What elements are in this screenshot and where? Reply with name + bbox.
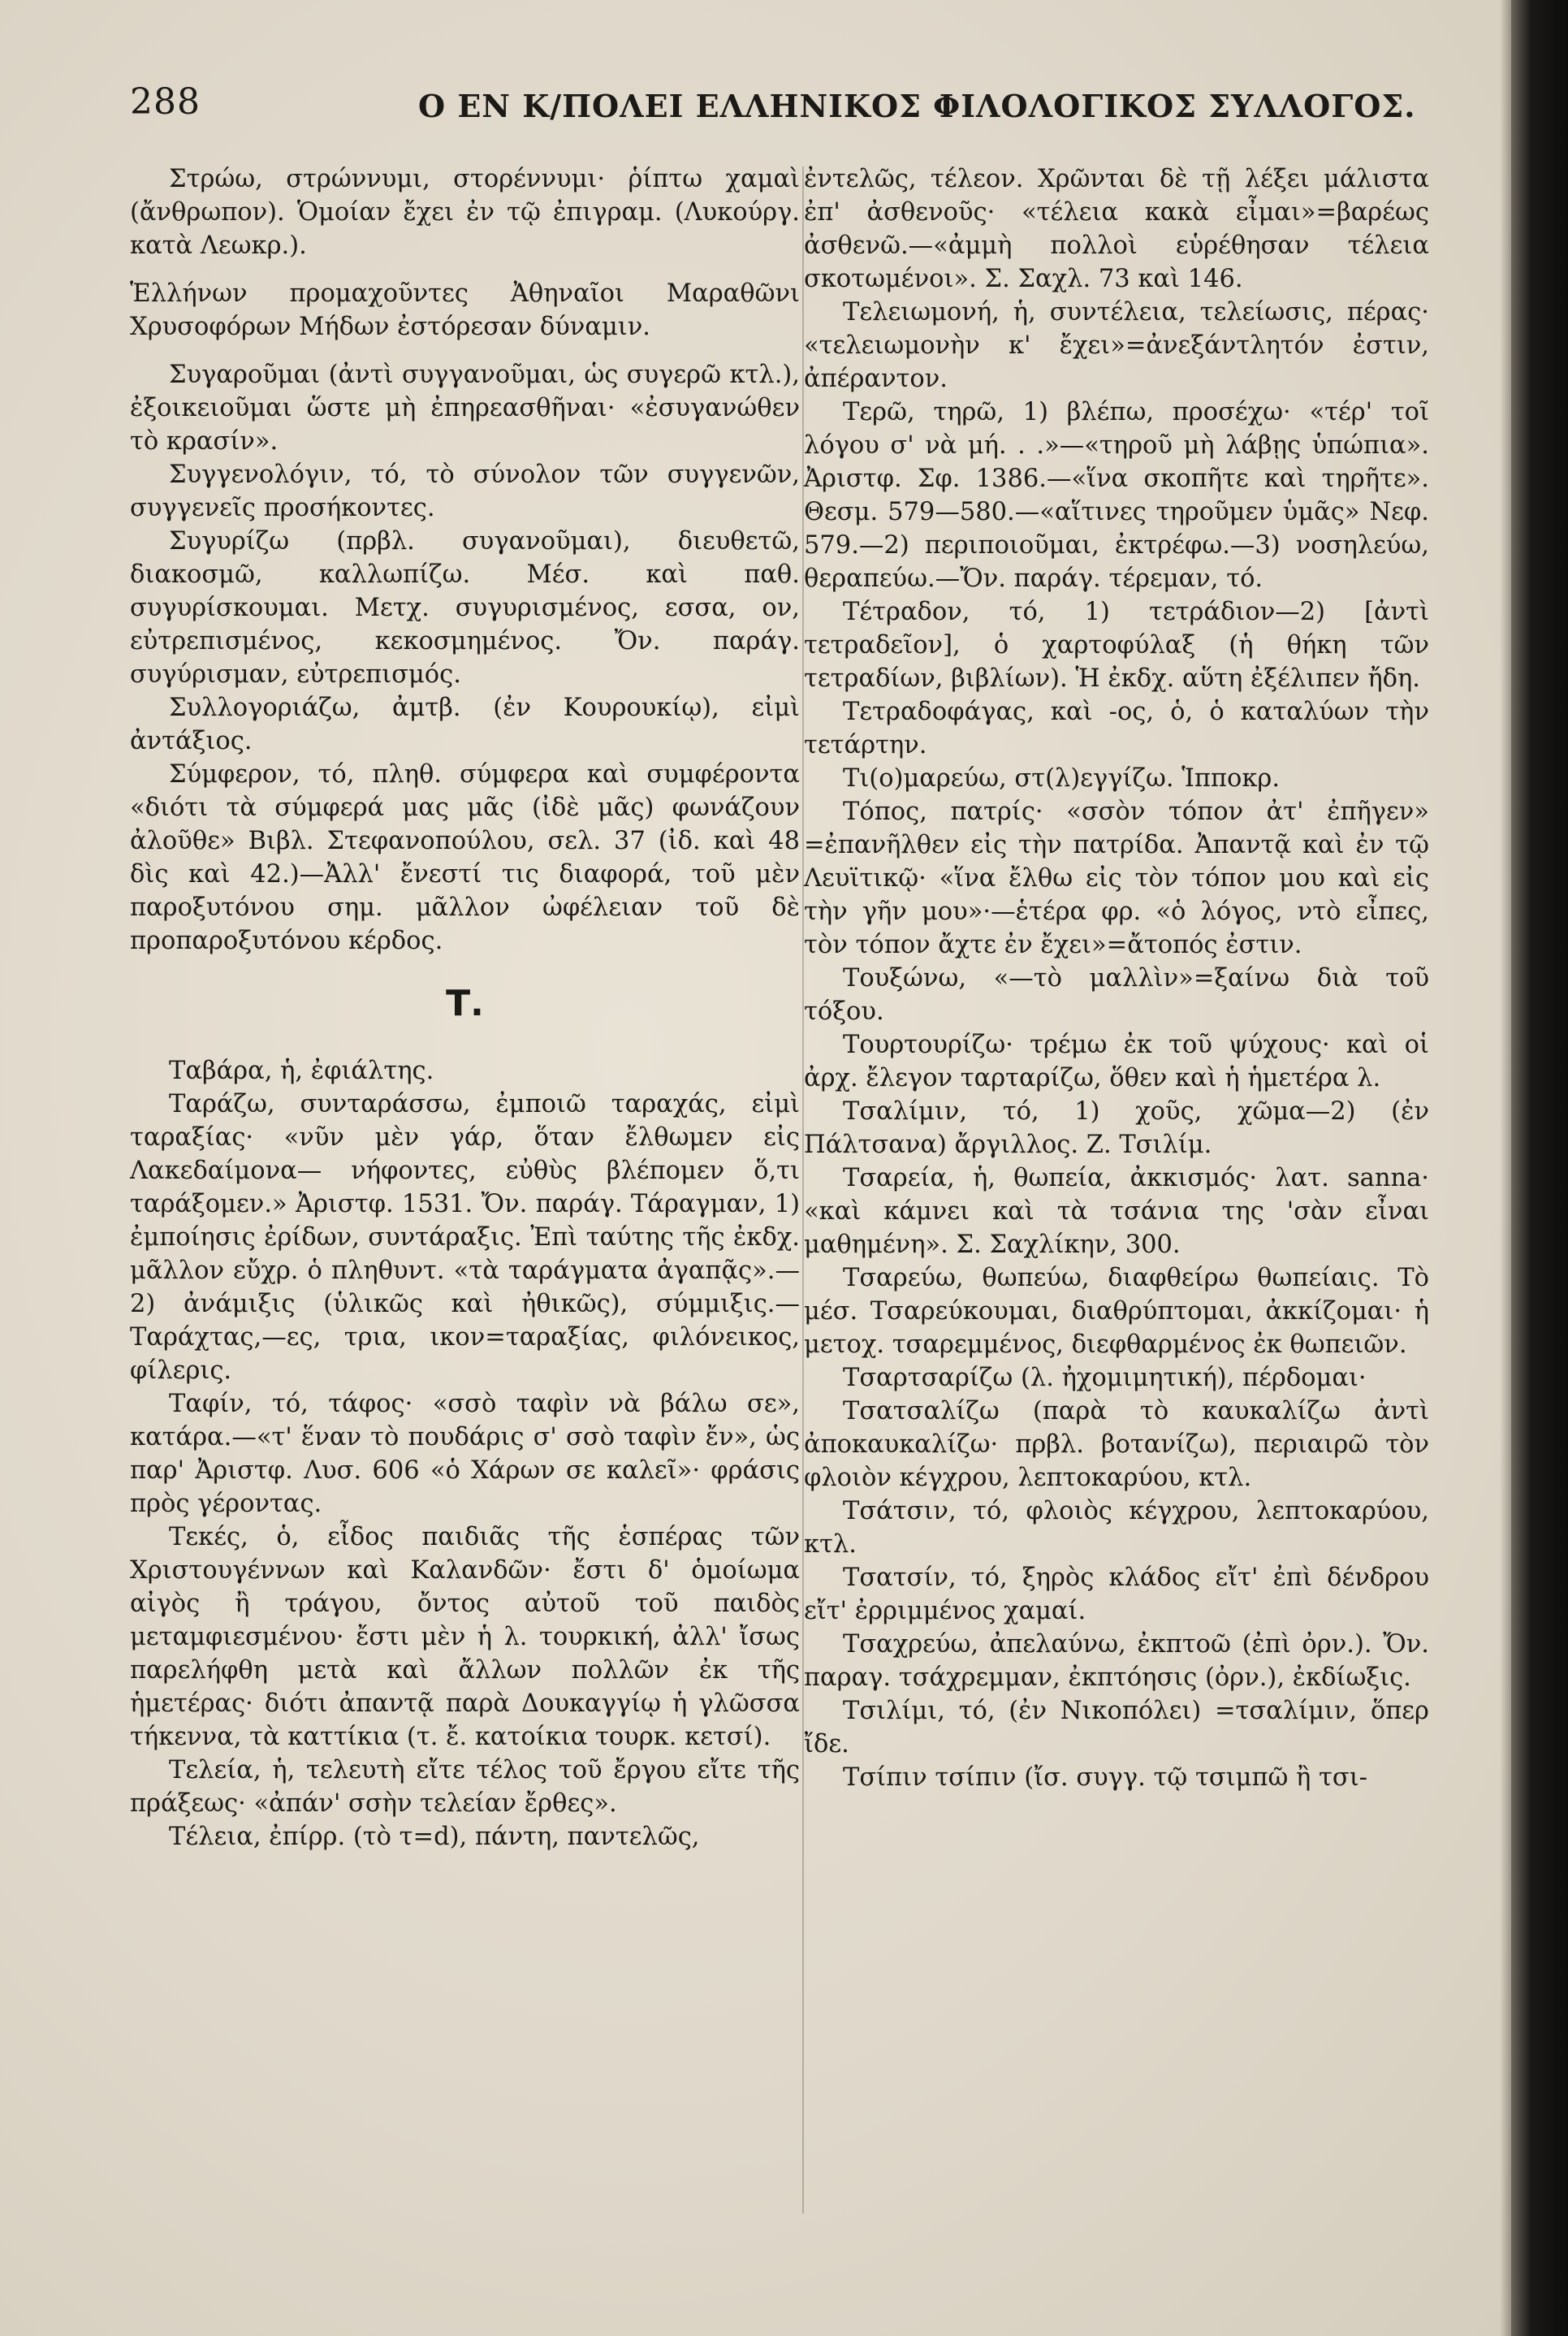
book-binding-gutter bbox=[1511, 0, 1568, 2336]
entry-strooo: Στρώω, στρώννυμι, στορέννυμι· ῥίπτω χαμαὶ (ἄνθρωπον). Ὁμοίαν ἔχει ἐν τῷ ἐπιγραμ. (Λυκούργ. κατὰ Λεωκρ.). bbox=[130, 165, 800, 260]
entry-tsatsalizo: Τσατσαλίζω (παρὰ τὸ καυκαλίζω ἀντὶ ἀποκαυκαλίζω· πρβλ. βοτανίζω), περιαιρῶ τὸν φλοιὸν κέγχρου, λεπτοκαρύου, κτλ. bbox=[804, 1397, 1429, 1492]
entry-teleia: Τελεία, ἡ, τελευτὴ εἴτε τέλος τοῦ ἔργου εἴτε τῆς πράξεως· «ἀπάν' σσὴν τελείαν ἔρθες». bbox=[130, 1756, 800, 1818]
page-header bbox=[130, 81, 1429, 138]
entry-touxono: Τουξώνω, «—τὸ μαλλὶν»=ξαίνω διὰ τοῦ τόξου. bbox=[804, 964, 1429, 1026]
entry-tarazo: Ταράζω, συνταράσσω, ἐμποιῶ ταραχάς, εἰμὶ ταραξίας· «νῦν μὲν γάρ, ὅταν ἔλθωμεν εἰς Λακεδαίμονα— νήφοντες, εὐθὺς βλέπομεν ὅ,τι ταράξομεν.» Ἀριστφ. 1531. Ὄν. παράγ. Τάραγμαν, 1) ἐμποίησις ἐρίδων, συντάραξις. Ἐπὶ ταύτης τῆς ἐκδχ. μᾶλλον εὔχρ. ὁ πληθυντ. «τὰ ταράγματα ἀγαπᾷς».—2) ἀνάμιξις (ὑλικῶς καὶ ἠθικῶς), σύμμιξις.—Ταράχτας,—ες, τρια, ικον=ταραξίας, φιλόνεικος, φίλερις. bbox=[130, 1090, 800, 1385]
left-column bbox=[130, 162, 800, 1854]
entry-timareuo: Τι(ο)μαρεύω, στ(λ)εγγίζω. Ἱπποκρ. bbox=[843, 764, 1281, 793]
entry-teleiomoni: Τελειωμονή, ἡ, συντέλεια, τελείωσις, πέρας· «τελειωμονὴν κ' ἔχει»=ἀνεξάντλητόν ἐστιν, ἀπέραντον. bbox=[804, 298, 1429, 393]
entry-tsatsin: Τσάτσιν, τό, φλοιὸς κέγχρου, λεπτοκαρύου, κτλ. bbox=[804, 1497, 1429, 1559]
entry-tsalimin: Τσαλίμιν, τό, 1) χοῦς, χῶμα—2) (ἐν Πάλτσανα) ἄργιλλος. Ζ. Τσιλίμ. bbox=[804, 1097, 1429, 1159]
section-letter-heading: Τ. bbox=[446, 983, 484, 1024]
entry-continuation: ἐντελῶς, τέλεον. Χρῶνται δὲ τῇ λέξει μάλιστα ἐπ' ἀσθενοῦς· «τέλεια κακὰ εἶμαι»=βαρέως ἀσθενῶ.—«ἀμμὴ πολλοὶ εὑρέθησαν τέλεια σκοτωμένοι». Σ. Σαχλ. 73 καὶ 146. bbox=[804, 165, 1429, 293]
entry-tsachreuo: Τσαχρεύω, ἀπελαύνω, ἐκπτοῶ (ἐπὶ ὀρν.). Ὄν. παραγ. τσάχρεμμαν, ἐκπτόησις (ὀρν.), ἐκδίωξις. bbox=[804, 1630, 1429, 1692]
entry-tsareuo: Τσαρεύω, θωπεύω, διαφθείρω θωπείαις. Τὸ μέσ. Τσαρεύκουμαι, διαθρύπτομαι, ἀκκίζομαι· ἡ μετοχ. τσαρεμμένος, διεφθαρμένος ἐκ θωπειῶν. bbox=[804, 1264, 1429, 1359]
entry-sygaroumai: Συγαροῦμαι (ἀντὶ συγγανοῦμαι, ὡς συγερῶ κτλ.), ἐξοικειοῦμαι ὥστε μὴ ἐπηρεασθῆναι· «ἐσυγανώθεν τὸ κρασίν». bbox=[130, 361, 800, 456]
entry-tsartsarizo: Τσαρτσαρίζω (λ. ἠχομιμητική), πέρδομαι· bbox=[843, 1364, 1367, 1392]
entry-sygyrizo: Συγυρίζω (πρβλ. συγανοῦμαι), διευθετῶ, διακοσμῶ, καλλωπίζω. Μέσ. καὶ παθ. συγυρίσκουμαι. Μετχ. συγυρισμένος, εσσα, ον, εὐτρεπισμένος, κεκοσμημένος. Ὄν. παράγ. συγύρισμαν, εὐτρεπισμός. bbox=[130, 527, 800, 689]
entry-tourtourizo: Τουρτουρίζω· τρέμω ἐκ τοῦ ψύχους· καὶ οἱ ἀρχ. ἔλεγον ταρταρίζω, ὅθεν καὶ ἡ ἡμετέρα λ. bbox=[804, 1031, 1429, 1092]
entry-tsipin: Τσίπιν τσίπιν (ἴσ. συγγ. τῷ τσιμπῶ ἢ τσι- bbox=[843, 1763, 1367, 1792]
entry-topos: Τόπος, πατρίς· «σσὸν τόπον ἀτ' ἐπῆγεν» =ἐπανῆλθεν εἰς τὴν πατρίδα. Ἀπαντᾷ καὶ ἐν τῷ Λευϊτικῷ· «ἵνα ἔλθω εἰς τὸν τόπον μου καὶ εἰς τὴν γῆν μου»·—ἑτέρα φρ. «ὁ λόγος, ντὸ εἶπες, τὸν τόπον ἄχτε ἐν ἔχει»=ἄτοπός ἐστιν. bbox=[804, 798, 1429, 959]
entry-tetradon: Τέτραδον, τό, 1) τετράδιον—2) [ἀντὶ τετραδεῖον], ὁ χαρτοφύλαξ (ἡ θήκη τῶν τετραδίων, βιβλίων). Ἡ ἐκδχ. αὕτη ἐξέλιπεν ἤδη. bbox=[804, 598, 1429, 693]
right-column bbox=[804, 162, 1429, 1794]
entry-syllogoriazo: Συλλογοριάζω, ἀμτβ. (ἐν Κουρουκίῳ), εἰμὶ ἀντάξιος. bbox=[130, 694, 800, 755]
entry-syngenologin: Συγγενολόγιν, τό, τὸ σύνολον τῶν συγγενῶν, συγγενεῖς προσήκοντες. bbox=[130, 461, 800, 522]
entry-tsilimi: Τσιλίμι, τό, (ἐν Νικοπόλει) =τσαλίμιν, ὅπερ ἴδε. bbox=[804, 1697, 1429, 1758]
entry-tsatsin-branch: Τσατσίν, τό, ξηρὸς κλάδος εἴτ' ἐπὶ δένδρου εἴτ' ἐρριμμένος χαμαί. bbox=[804, 1564, 1429, 1625]
entry-tsareia: Τσαρεία, ἡ, θωπεία, ἀκκισμός· λατ. sanna· «καὶ κάμνει καὶ τὰ τσάνια της 'σὰν εἶναι μαθημένη». Σ. Σαχλίκην, 300. bbox=[804, 1164, 1429, 1259]
entry-tero: Τερῶ, τηρῶ, 1) βλέπω, προσέχω· «τέρ' τοῖ λόγου σ' νὰ μή. . .»—«τηροῦ μὴ λάβῃς ὑπώπια». Ἀριστφ. Σφ. 1386.—«ἵνα σκοπῆτε καὶ τηρῆτε». Θεσμ. 579—580.—«αἵτινες τηροῦμεν ὑμᾶς» Νεφ. 579.—2) περιποιοῦμαι, ἐκτρέφω.—3) νοσηλεύω, θεραπεύω.—Ὄν. παράγ. τέρεμαν, τό. bbox=[804, 398, 1429, 593]
entry-tekes: Τεκές, ὁ, εἶδος παιδιᾶς τῆς ἑσπέρας τῶν Χριστουγέννων καὶ Καλανδῶν· ἔστι δ' ὁμοίωμα αἰγὸς ἢ τράγου, ὄντος αὐτοῦ τοῦ παιδὸς μεταμφιεσμένου· ἔστι μὲν ἡ λ. τουρκική, ἀλλ' ἴσως παρελήφθη μετὰ καὶ ἄλλων πολλῶν ἐκ τῆς ἡμετέρας· διότι ἀπαντᾷ παρὰ Δουκαγγίῳ ἡ γλῶσσα τήκεννα, τὰ καττίκια (τ. ἔ. κατοίκια τουρκ. κετσί). bbox=[130, 1523, 800, 1751]
entry-tavara: Ταβάρα, ἡ, ἐφιάλτης. bbox=[169, 1057, 434, 1085]
entry-teleia-adverb: Τέλεια, ἐπίρρ. (τὸ τ=d), πάντη, παντελῶς, bbox=[169, 1823, 700, 1851]
entry-tafin: Ταφίν, τό, τάφος· «σσὸ ταφὶν νὰ βάλω σε», κατάρα.—«τ' ἕναν τὸ πουδάρις σ' σσὸ ταφὶν ἔν», ὡς παρ' Ἀριστφ. Λυσ. 606 «ὁ Χάρων σε καλεῖ»· φράσις πρὸς γέροντας. bbox=[130, 1390, 800, 1518]
entry-tetradofagas: Τετραδοφάγας, καὶ -ος, ὁ, ὁ καταλύων τὴν τετάρτην. bbox=[804, 698, 1429, 759]
entry-sympheron: Σύμφερον, τό, πληθ. σύμφερα καὶ συμφέροντα «διότι τὰ σύμφερά μας μᾶς (ἰδὲ μᾶς) φωνάζουν ἀλοῦθε» Βιβλ. Στεφανοπούλου, σελ. 37 (ἰδ. καὶ 48 δὶς καὶ 42.)—Ἀλλ' ἔνεστί τις διαφορά, τοῦ μὲν παροξυτόνου σημ. μᾶλλον ὠφέλειαν τοῦ δὲ προπαροξυτόνου κέρδος. bbox=[130, 760, 800, 955]
page-number: 288 bbox=[130, 81, 201, 123]
epigram-quote: Ἑλλήνων προμαχοῦντες Ἀθηναῖοι Μαραθῶνι Χρυσοφόρων Μήδων ἐστόρεσαν δύναμιν. bbox=[130, 279, 800, 341]
binding-shadow bbox=[1500, 0, 1511, 2336]
running-title: Ο ΕΝ Κ/ΠΟΛΕΙ ΕΛΛΗΝΙΚΟΣ ΦΙΛΟΛΟΓΙΚΟΣ ΣΥΛΛΟΓΟΣ. bbox=[418, 88, 1416, 124]
